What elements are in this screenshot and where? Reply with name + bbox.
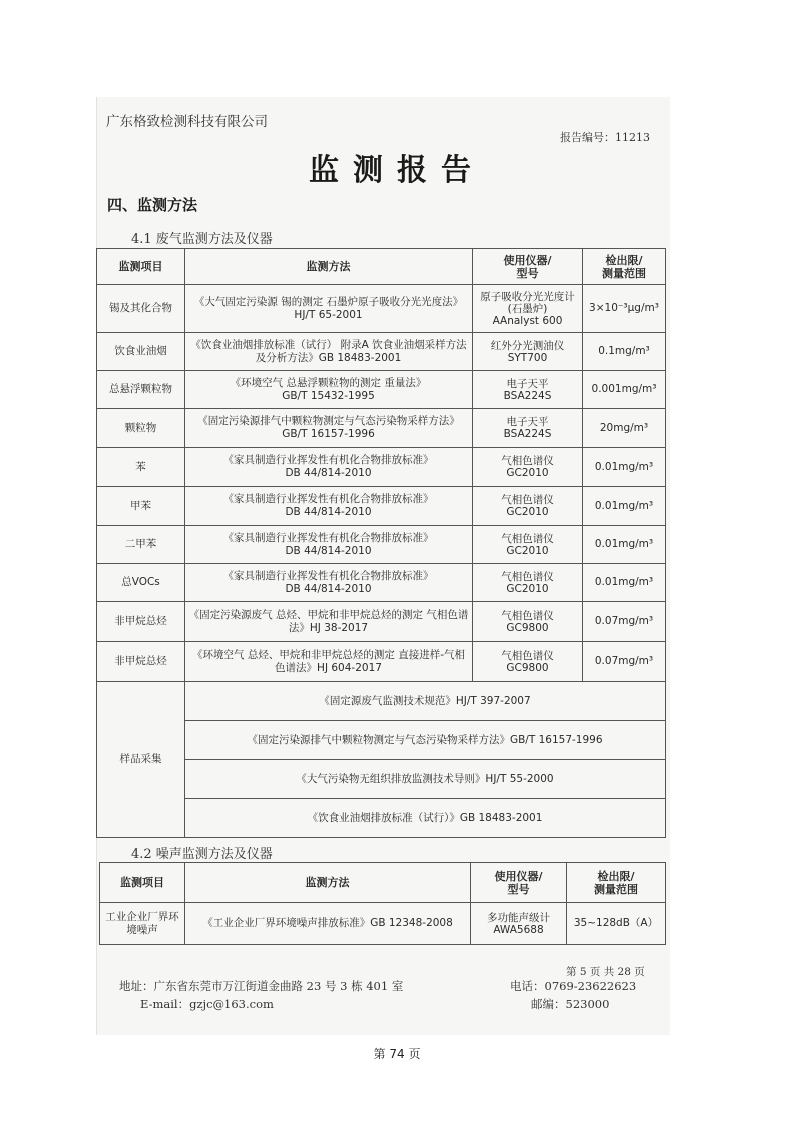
footer-address: 地址：广东省东莞市万江街道金曲路 23 号 3 栋 401 室 bbox=[119, 979, 404, 993]
item-cell: 颗粒物 bbox=[97, 409, 185, 448]
instrument-cell: 电子天平 BSA224S bbox=[473, 371, 583, 409]
limit-cell: 0.07mg/m³ bbox=[583, 642, 666, 682]
limit-cell: 20mg/m³ bbox=[583, 409, 666, 448]
method-cell: 《固定污染源废气 总烃、甲烷和非甲烷总烃的测定 气相色谱法》HJ 38-2017 bbox=[185, 602, 473, 642]
header-cell: 监测项目 bbox=[100, 863, 185, 903]
method-cell: 《家具制造行业挥发性有机化合物排放标准》 DB 44/814-2010 bbox=[185, 448, 473, 487]
item-cell: 工业企业厂界环境噪声 bbox=[100, 903, 185, 945]
method-cell: 《家具制造行业挥发性有机化合物排放标准》 DB 44/814-2010 bbox=[185, 564, 473, 602]
instrument-cell: 红外分光测油仪 SYT700 bbox=[473, 333, 583, 371]
instrument-cell: 原子吸收分光光度计(石墨炉) AAnalyst 600 bbox=[473, 285, 583, 333]
noise-method-table bbox=[99, 862, 666, 945]
table-row bbox=[97, 448, 666, 487]
sampling-method-cell: 《饮食业油烟排放标准（试行）》GB 18483-2001 bbox=[185, 799, 666, 838]
table-row bbox=[100, 903, 666, 945]
table-row bbox=[97, 487, 666, 526]
table-row bbox=[97, 526, 666, 564]
sampling-row bbox=[97, 682, 666, 721]
header-cell: 检出限/ 测量范围 bbox=[567, 863, 666, 903]
instrument-cell: 气相色谱仪 GC2010 bbox=[473, 564, 583, 602]
footer-email: E-mail：gzjc@163.com bbox=[140, 997, 274, 1011]
section-heading: 四、监测方法 bbox=[107, 196, 198, 214]
limit-cell: 0.07mg/m³ bbox=[583, 602, 666, 642]
table-row bbox=[97, 371, 666, 409]
report-number: 报告编号：11213 bbox=[560, 131, 650, 144]
instrument-cell: 气相色谱仪 GC9800 bbox=[473, 602, 583, 642]
item-cell: 总VOCs bbox=[97, 564, 185, 602]
header-cell: 使用仪器/ 型号 bbox=[473, 249, 583, 285]
header-cell: 使用仪器/ 型号 bbox=[471, 863, 567, 903]
limit-cell: 0.01mg/m³ bbox=[583, 564, 666, 602]
item-cell: 甲苯 bbox=[97, 487, 185, 526]
noise-subtitle: 4.2 噪声监测方法及仪器 bbox=[131, 847, 273, 862]
footer-postcode: 邮编：523000 bbox=[531, 997, 610, 1011]
item-cell: 非甲烷总烃 bbox=[97, 642, 185, 682]
report-title: 监测报告 bbox=[309, 153, 485, 188]
table-header-row bbox=[97, 249, 666, 285]
instrument-cell: 气相色谱仪 GC2010 bbox=[473, 526, 583, 564]
sampling-method-cell: 《固定污染源排气中颗粒物测定与气态污染物采样方法》GB/T 16157-1996 bbox=[185, 721, 666, 760]
instrument-cell: 电子天平 BSA224S bbox=[473, 409, 583, 448]
item-cell: 苯 bbox=[97, 448, 185, 487]
item-cell: 饮食业油烟 bbox=[97, 333, 185, 371]
table-row bbox=[97, 564, 666, 602]
table-row bbox=[97, 333, 666, 371]
sampling-item-cell: 样品采集 bbox=[97, 682, 185, 838]
instrument-cell: 多功能声级计 AWA5688 bbox=[471, 903, 567, 945]
limit-cell: 0.1mg/m³ bbox=[583, 333, 666, 371]
table-row bbox=[97, 409, 666, 448]
header-cell: 监测项目 bbox=[97, 249, 185, 285]
footer-phone: 电话：0769-23622623 bbox=[510, 979, 637, 993]
instrument-cell: 气相色谱仪 GC2010 bbox=[473, 487, 583, 526]
method-cell: 《工业企业厂界环境噪声排放标准》GB 12348-2008 bbox=[185, 903, 471, 945]
limit-cell: 0.001mg/m³ bbox=[583, 371, 666, 409]
header-cell: 检出限/ 测量范围 bbox=[583, 249, 666, 285]
method-cell: 《大气固定污染源 锡的测定 石墨炉原子吸收分光光度法》HJ/T 65-2001 bbox=[185, 285, 473, 333]
method-cell: 《环境空气 总烃、甲烷和非甲烷总烃的测定 直接进样-气相色谱法》HJ 604-2017 bbox=[185, 642, 473, 682]
limit-cell: 3×10⁻³μg/m³ bbox=[583, 285, 666, 333]
instrument-cell: 气相色谱仪 GC2010 bbox=[473, 448, 583, 487]
sampling-method-cell: 《固定源废气监测技术规范》HJ/T 397-2007 bbox=[185, 682, 666, 721]
table-row bbox=[97, 642, 666, 682]
method-cell: 《家具制造行业挥发性有机化合物排放标准》 DB 44/814-2010 bbox=[185, 487, 473, 526]
instrument-cell: 气相色谱仪 GC9800 bbox=[473, 642, 583, 682]
document-page-number: 第 74 页 bbox=[373, 1047, 421, 1061]
method-cell: 《固定污染源排气中颗粒物测定与气态污染物采样方法》GB/T 16157-1996 bbox=[185, 409, 473, 448]
gas-method-table bbox=[96, 248, 666, 838]
limit-cell: 0.01mg/m³ bbox=[583, 487, 666, 526]
method-cell: 《饮食业油烟排放标准（试行） 附录A 饮食业油烟采样方法及分析方法》GB 18483-2001 bbox=[185, 333, 473, 371]
method-cell: 《环境空气 总悬浮颗粒物的测定 重量法》 GB/T 15432-1995 bbox=[185, 371, 473, 409]
item-cell: 总悬浮颗粒物 bbox=[97, 371, 185, 409]
method-cell: 《家具制造行业挥发性有机化合物排放标准》 DB 44/814-2010 bbox=[185, 526, 473, 564]
table-header-row bbox=[100, 863, 666, 903]
company-name: 广东格致检测科技有限公司 bbox=[106, 114, 268, 130]
item-cell: 二甲苯 bbox=[97, 526, 185, 564]
header-cell: 监测方法 bbox=[185, 249, 473, 285]
limit-cell: 0.01mg/m³ bbox=[583, 448, 666, 487]
page-count: 第 5 页 共 28 页 bbox=[566, 966, 645, 978]
table-row bbox=[97, 602, 666, 642]
limit-cell: 0.01mg/m³ bbox=[583, 526, 666, 564]
item-cell: 非甲烷总烃 bbox=[97, 602, 185, 642]
gas-subtitle: 4.1 废气监测方法及仪器 bbox=[131, 232, 273, 247]
item-cell: 锡及其化合物 bbox=[97, 285, 185, 333]
table-row bbox=[97, 285, 666, 333]
limit-cell: 35~128dB（A） bbox=[567, 903, 666, 945]
header-cell: 监测方法 bbox=[185, 863, 471, 903]
sampling-method-cell: 《大气污染物无组织排放监测技术导则》HJ/T 55-2000 bbox=[185, 760, 666, 799]
